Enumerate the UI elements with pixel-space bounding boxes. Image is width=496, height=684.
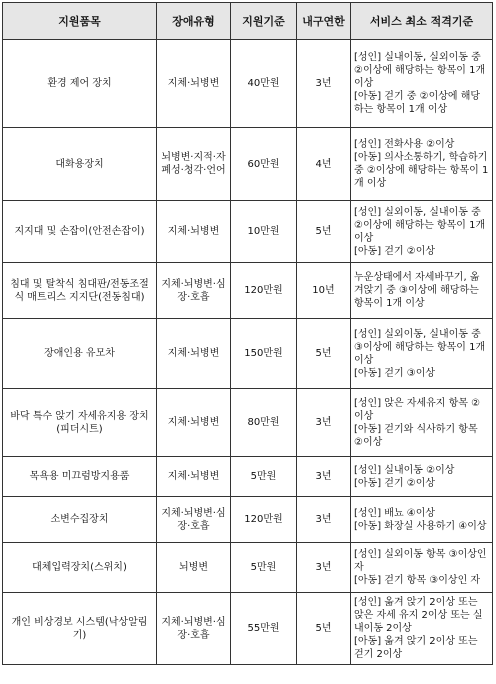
cell-criteria: [성인] 실내이동 ②이상 [아동] 걷기 ②이상 bbox=[351, 457, 493, 497]
cell-item: 지지대 및 손잡이(안전손잡이) bbox=[3, 201, 157, 263]
cell-amount: 5만원 bbox=[231, 543, 297, 593]
cell-amount: 60만원 bbox=[231, 128, 297, 201]
table-row bbox=[3, 497, 493, 543]
cell-criteria: [성인] 실외이동, 실내이동 중 ③이상에 해당하는 항목이 1개 이상 [아동] 걷기 ③이상 bbox=[351, 319, 493, 389]
cell-amount: 55만원 bbox=[231, 593, 297, 665]
cell-disability: 지체·뇌병변·심장·호흡 bbox=[157, 593, 231, 665]
cell-lifespan: 4년 bbox=[297, 128, 351, 201]
cell-item: 소변수집장치 bbox=[3, 497, 157, 543]
cell-item: 침대 및 탈착식 침대판/전동조절식 매트리스 지지단(전동침대) bbox=[3, 263, 157, 319]
table-row bbox=[3, 389, 493, 457]
table-row bbox=[3, 543, 493, 593]
table-row bbox=[3, 128, 493, 201]
cell-criteria: 누운상태에서 자세바꾸기, 옮겨앉기 중 ③이상에 해당하는 항목이 1개 이상 bbox=[351, 263, 493, 319]
table-row bbox=[3, 593, 493, 665]
cell-amount: 10만원 bbox=[231, 201, 297, 263]
cell-disability: 뇌병변·지적·자폐성·청각·언어 bbox=[157, 128, 231, 201]
table-row bbox=[3, 457, 493, 497]
table-row bbox=[3, 263, 493, 319]
cell-lifespan: 3년 bbox=[297, 40, 351, 128]
cell-criteria: [성인] 실외이동 항목 ③이상인 자 [아동] 걷기 항목 ③이상인 자 bbox=[351, 543, 493, 593]
cell-lifespan: 3년 bbox=[297, 389, 351, 457]
cell-disability: 지체·뇌병변 bbox=[157, 319, 231, 389]
cell-disability: 지체·뇌병변 bbox=[157, 40, 231, 128]
cell-item: 목욕용 미끄럼방지용품 bbox=[3, 457, 157, 497]
cell-disability: 뇌병변 bbox=[157, 543, 231, 593]
cell-lifespan: 3년 bbox=[297, 457, 351, 497]
header-lifespan: 내구연한 bbox=[297, 3, 351, 40]
table-row bbox=[3, 201, 493, 263]
cell-criteria: [성인] 전화사용 ②이상 [아동] 의사소통하기, 학습하기 중 ②이상에 해당하는 항목이 1개 이상 bbox=[351, 128, 493, 201]
cell-amount: 80만원 bbox=[231, 389, 297, 457]
cell-amount: 40만원 bbox=[231, 40, 297, 128]
table-row bbox=[3, 40, 493, 128]
cell-lifespan: 5년 bbox=[297, 593, 351, 665]
header-disability: 장애유형 bbox=[157, 3, 231, 40]
cell-item: 대화용장치 bbox=[3, 128, 157, 201]
cell-criteria: [성인] 앉은 자세유지 항목 ②이상 [아동] 걷기와 식사하기 항목 ②이상 bbox=[351, 389, 493, 457]
cell-amount: 150만원 bbox=[231, 319, 297, 389]
cell-item: 장애인용 유모차 bbox=[3, 319, 157, 389]
cell-disability: 지체·뇌병변 bbox=[157, 201, 231, 263]
table-row bbox=[3, 319, 493, 389]
table-header-row bbox=[3, 3, 493, 40]
cell-amount: 120만원 bbox=[231, 263, 297, 319]
cell-disability: 지체·뇌병변·심장·호흡 bbox=[157, 497, 231, 543]
cell-criteria: [성인] 실내이동, 실외이동 중 ②이상에 해당하는 항목이 1개 이상 [아동] 걷기 중 ②이상에 해당하는 항목이 1개 이상 bbox=[351, 40, 493, 128]
cell-criteria: [성인] 실외이동, 실내이동 중 ②이상에 해당하는 항목이 1개 이상 [아동] 걷기 ②이상 bbox=[351, 201, 493, 263]
cell-lifespan: 3년 bbox=[297, 497, 351, 543]
header-criteria: 서비스 최소 적격기준 bbox=[351, 3, 493, 40]
cell-lifespan: 5년 bbox=[297, 201, 351, 263]
cell-item: 환경 제어 장치 bbox=[3, 40, 157, 128]
support-items-table bbox=[2, 2, 493, 665]
cell-item: 대체입력장치(스위치) bbox=[3, 543, 157, 593]
cell-disability: 지체·뇌병변 bbox=[157, 457, 231, 497]
cell-lifespan: 10년 bbox=[297, 263, 351, 319]
cell-item: 바닥 특수 앉기 자세유지용 장치(피더시트) bbox=[3, 389, 157, 457]
header-amount: 지원기준 bbox=[231, 3, 297, 40]
cell-item: 개인 비상경보 시스템(낙상알림기) bbox=[3, 593, 157, 665]
cell-disability: 지체·뇌병변 bbox=[157, 389, 231, 457]
cell-amount: 120만원 bbox=[231, 497, 297, 543]
cell-criteria: [성인] 옮겨 앉기 2이상 또는 앉은 자세 유지 2이상 또는 실내이동 2이상 [아동] 옮겨 앉기 2이상 또는 걷기 2이상 bbox=[351, 593, 493, 665]
cell-lifespan: 5년 bbox=[297, 319, 351, 389]
header-item: 지원품목 bbox=[3, 3, 157, 40]
cell-criteria: [성인] 배뇨 ④이상 [아동] 화장실 사용하기 ④이상 bbox=[351, 497, 493, 543]
cell-disability: 지체·뇌병변·심장·호흡 bbox=[157, 263, 231, 319]
cell-lifespan: 3년 bbox=[297, 543, 351, 593]
cell-amount: 5만원 bbox=[231, 457, 297, 497]
